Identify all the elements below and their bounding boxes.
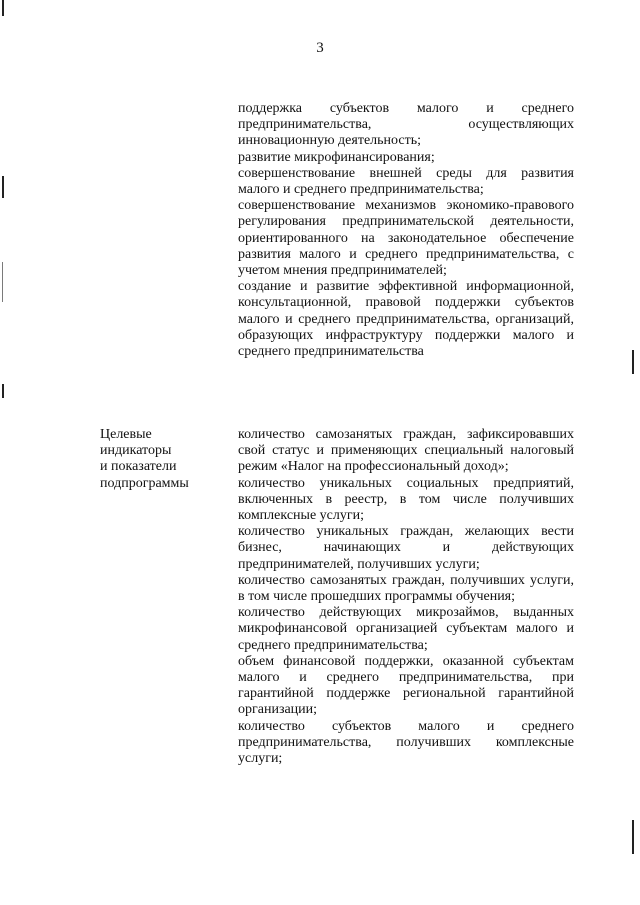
scan-artifact-right-mid [632,350,634,374]
indicators-label [100,427,230,492]
indicator-item: количество самозанятых граждан, получивших услуги, в том числе прошедших программы обучения; [238,572,574,605]
task-item: совершенствование внешней среды для развития малого и среднего предпринимательства; [238,165,574,198]
tasks-list [238,101,574,360]
scan-artifact-left-lower [2,262,3,302]
task-item: совершенствование механизмов экономико-правового регулирования предпринимательской деятельности, ориентированного на законодательное обеспечение развития малого и среднего предпринимательства, с учетом мнения предпринимателей; [238,198,574,279]
page-number: 3 [316,40,324,56]
label-line: Целевые [100,427,152,442]
indicator-item: количество уникальных социальных предприятий, включенных в реестр, в том числе получивших комплексные услуги; [238,475,574,524]
scan-artifact-left-dots [2,384,4,398]
scan-artifact-left-top [2,0,4,16]
scan-artifact-left-mid [2,176,4,198]
scan-artifact-right-lower [632,820,634,854]
label-line: подпрограммы [100,475,189,491]
indicator-item: количество субъектов малого и среднего предпринимательства, получивших комплексные услуги; [238,718,574,767]
indicators-list [238,427,574,767]
task-item: развитие микрофинансирования; [238,149,435,165]
indicator-item: количество уникальных граждан, желающих вести бизнес, начинающих и действующих предпринимателей, получивших услуги; [238,524,574,572]
label-line: индикаторы [100,443,172,459]
indicator-item: количество действующих микрозаймов, выданных микрофинансовой организацией субъектам малого и среднего предпринимательства; [238,605,574,653]
indicator-item: объем финансовой поддержки, оказанной субъектам малого и среднего предпринимательства, при гарантийной поддержке региональной гарантийной организации; [238,653,574,718]
task-item: создание и развитие эффективной информационной, консультационной, правовой поддержки субъектов малого и среднего предпринимательства, организаций, образующих инфраструктуру поддержки малого и среднего предпринимательства [238,279,574,360]
indicator-item: количество самозанятых граждан, зафиксировавших свой статус и применяющих специальный налоговый режим «Налог на профессиональный доход»; [238,427,574,475]
label-line: и показатели [100,459,177,475]
task-item: поддержка субъектов малого и среднего предпринимательства, осуществляющих инновационную деятельность; [238,101,574,149]
